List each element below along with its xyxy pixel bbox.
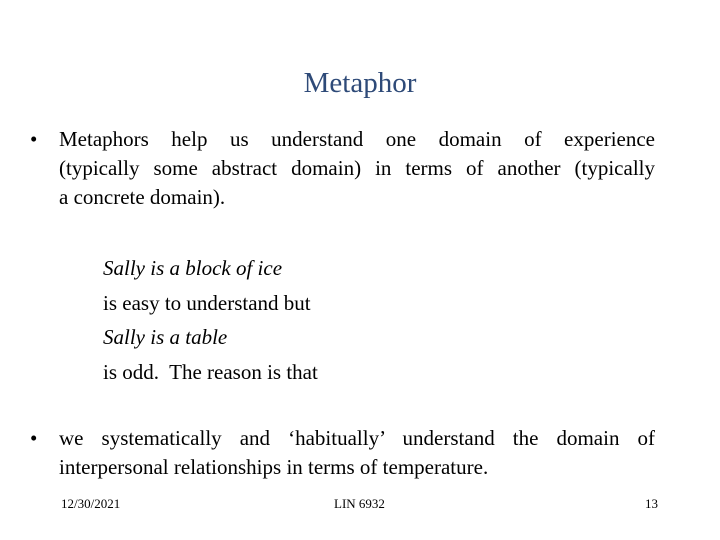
example-line: is odd. The reason is that [103, 359, 318, 384]
bullet-text-line: interpersonal relationships in terms of temperature. [59, 455, 489, 479]
slide-title: Metaphor [303, 67, 417, 99]
bullet-text-line: (typically some abstract domain) in terms of another (typically [59, 156, 655, 180]
example-line: Sally is a table [103, 325, 228, 349]
bullet-icon: • [30, 127, 38, 151]
example-line: Sally is a block of ice [103, 256, 283, 280]
bullet-text-line: a concrete domain). [59, 185, 226, 209]
bullet-text [59, 125, 655, 212]
bullet-text-line: Metaphors help us understand one domain of experience [59, 127, 655, 151]
footer-date: 12/30/2021 [61, 496, 121, 511]
example-line: is easy to understand but [103, 290, 311, 315]
example-sentences [103, 251, 318, 389]
bullet-text [59, 424, 655, 482]
footer-course: LIN 6932 [334, 496, 385, 511]
bullet-icon: • [30, 426, 38, 450]
bullet-text-line: we systematically and ‘habitually’ understand the domain of [59, 426, 655, 450]
footer-page-number: 13 [645, 496, 658, 511]
